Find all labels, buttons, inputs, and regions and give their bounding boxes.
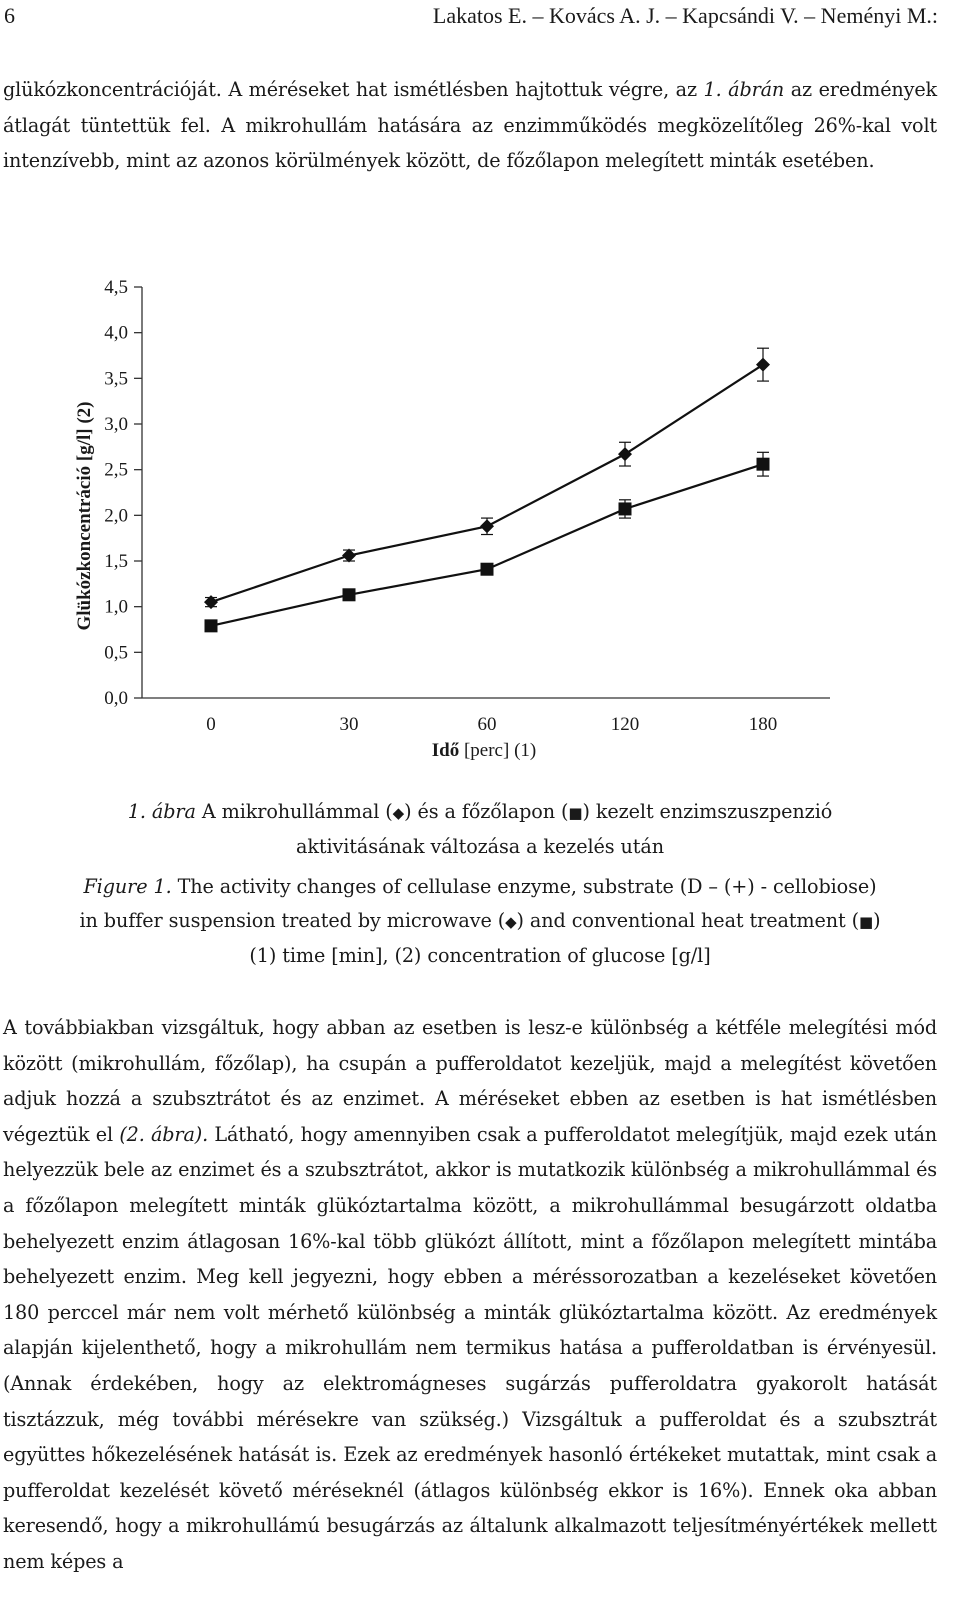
square-marker-icon: ■	[568, 804, 583, 822]
figure-caption-hungarian	[0, 795, 960, 864]
page-number: 6	[4, 3, 15, 28]
figure-reference: 1. ábrán	[703, 78, 785, 101]
paragraph-text: A továbbiakban vizsgáltuk, hogy abban az esetben is lesz-e különbség a kétféle melegítési mód között (mikrohullám, főzőlap), ha csupán a pufferoldatot kezeljük, majd a melegítést követően adjuk hozzá a szubsztrátot és az enzimet. A méréseket ebben az esetben is hat ismétlésben végeztük el	[3, 1016, 937, 1146]
square-point	[481, 563, 494, 576]
square-series-line	[211, 464, 763, 626]
x-tick-labels	[206, 714, 777, 735]
caption-text: ) és a főzőlapon (	[404, 800, 569, 823]
y-tick-label: 2,0	[104, 505, 128, 527]
y-tick-label: 1,5	[104, 551, 128, 572]
paragraph-text: Látható, hogy amennyiben csak a pufferoldatot melegítjük, majd ezek után helyezzük bele az enzimet és a szubsztrátot, akkor is mutatkozik különbség a mikrohullámmal és a főzőlapon melegített minták glükóztartalma között, a mikrohullámmal besugárzott oldatba behelyezett enzim átlagosan 16%-kal több glükózt állított, mint a főzőlapon melegített mintába behelyezett enzim. Meg kell jegyezni, hogy ebben a méréssorozatban a kezeléseket követően 180 perccel már nem volt mérhető különbség a minták glükóztartalma között. Az eredmények alapján kijelenthető, hogy a mikrohullám nem termikus hatása a pufferoldatban is érvényesül. (Annak érdekében, hogy az elektromágneses sugárzás pufferoldatra gyakorolt hatását tisztázzuk, még további mérésekre van szükség.) Vizsgáltuk a pufferoldat és a szubsztrát együttes hőkezelésének hatását is. Ezek az eredmények hasonló értékeket mutattak, mint csak a pufferoldat kezelését követő méréseknél (átlagos különbség ekkor is 16%). Ennek oka abban keresendő, hogy a mikrohullámú besugárzás az általunk alkalmazott teljesítményértékek mellett nem képes a	[3, 1122, 938, 1573]
figure-reference: (2. ábra).	[119, 1122, 209, 1146]
y-tick-label: 0,5	[104, 642, 128, 664]
caption-text: A mikrohullámmal (	[195, 800, 393, 823]
x-axis-label	[432, 740, 536, 761]
square-point	[205, 619, 218, 632]
caption-line: (1) time [min], (2) concentration of glucose [g/l]	[249, 944, 711, 967]
diamond-point	[756, 358, 770, 372]
y-tick-label: 4,0	[104, 322, 128, 344]
diamond-marker-icon: ◆	[505, 913, 517, 931]
square-marker-icon: ■	[859, 913, 874, 931]
paragraph-body	[3, 1010, 937, 1580]
y-tick-label: 4,5	[104, 277, 128, 298]
caption-text: )	[873, 909, 881, 932]
x-tick-label: 180	[748, 714, 778, 735]
figure-caption-english	[0, 870, 960, 973]
x-tick-label: 0	[206, 714, 216, 735]
caption-text: The activity changes of cellulase enzyme, substrate (D – (+) - cellobiose)	[171, 875, 877, 898]
x-tick-label: 60	[477, 714, 497, 735]
diamond-point	[480, 519, 494, 533]
caption-label: Figure 1.	[83, 875, 172, 898]
line-chart	[0, 270, 960, 770]
paragraph-intro	[3, 72, 937, 179]
figure-1-chart	[0, 270, 960, 770]
x-axis-label-rest: [perc] (1)	[459, 740, 537, 761]
caption-label: 1. ábra	[127, 800, 196, 823]
diamond-point	[618, 447, 632, 461]
chart-series	[204, 348, 770, 632]
x-tick-label: 30	[339, 714, 359, 735]
paragraph-text: az eredmények átlagát tüntettük fel. A mikrohullám hatására az enzimműködés megközelítőleg 26%-kal volt intenzívebb, mint az azonos körülmények között, de főzőlapon melegített minták esetében.	[3, 78, 937, 173]
caption-text: ) and conventional heat treatment (	[516, 909, 860, 932]
diamond-marker-icon: ◆	[392, 804, 405, 822]
y-axis-label: Glükózkoncentráció [g/l] (2)	[74, 401, 95, 631]
caption-text: in buffer suspension treated by microwave (	[79, 909, 506, 932]
running-head-authors: Lakatos E. – Kovács A. J. – Kapcsándi V. – Neményi M.:	[432, 3, 938, 28]
caption-line: aktivitásának változása a kezelés után	[296, 835, 664, 858]
y-tick-label: 3,0	[104, 414, 128, 435]
y-tick-label: 1,0	[104, 596, 128, 618]
x-axis-label-bold: Idő	[431, 740, 460, 761]
square-point	[757, 458, 770, 471]
chart-axes	[142, 287, 830, 698]
caption-text: ) kezelt enzimszuszpenzió	[582, 800, 833, 823]
caption-line	[0, 904, 960, 939]
paragraph-text: glükózkoncentrációját. A méréseket hat ismétlésben hajtottuk végre, az	[3, 78, 704, 101]
page-header	[0, 0, 938, 36]
square-point	[343, 588, 356, 601]
y-tick-label: 3,5	[104, 368, 128, 390]
caption-line	[0, 795, 960, 830]
square-point	[619, 502, 632, 515]
caption-line	[0, 870, 960, 904]
y-tick-label: 2,5	[104, 459, 128, 481]
x-tick-label: 120	[610, 714, 640, 735]
y-tick-labels	[104, 277, 142, 709]
y-tick-label: 0,0	[104, 688, 128, 709]
